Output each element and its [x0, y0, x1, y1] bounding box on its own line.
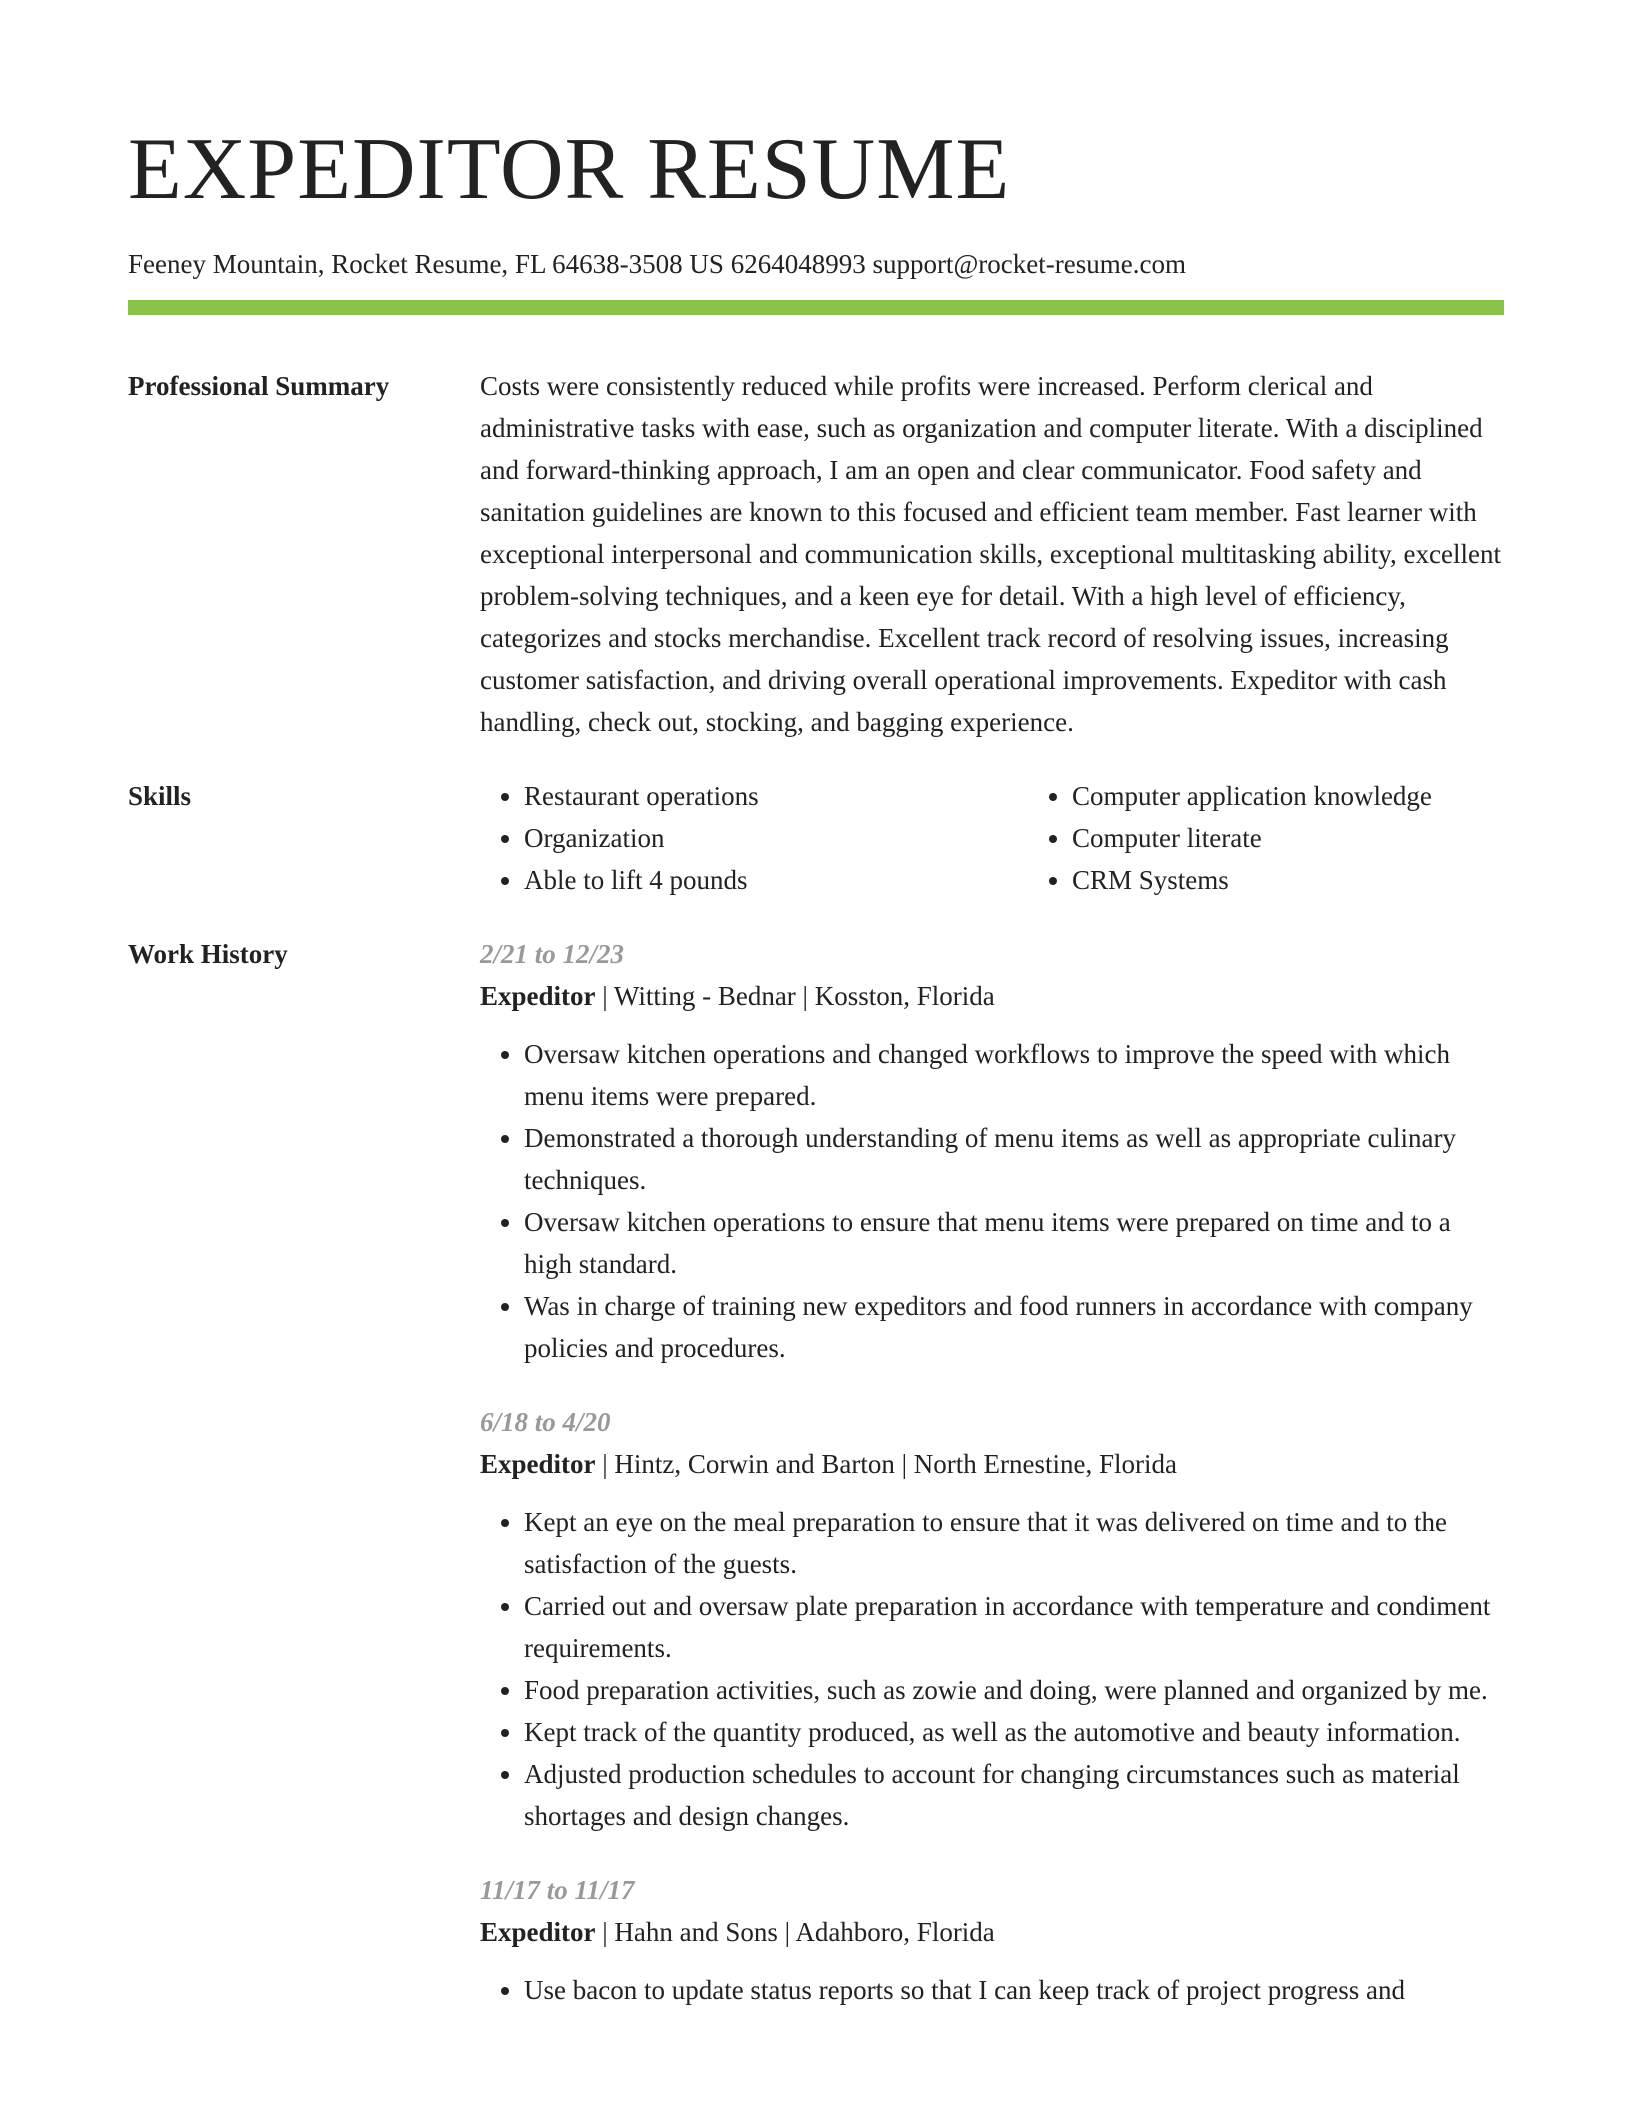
job-bullet: • Use bacon to update status reports so that I can keep track of project progress and: [524, 1969, 1504, 2011]
resume-title: EXPEDITOR RESUME: [128, 121, 1011, 218]
job-bullet: • Food preparation activities, such as zowie and doing, were planned and organized by me.: [524, 1669, 1504, 1711]
job-dates: 6/18 to 4/20: [480, 1407, 611, 1437]
job-bullet: • Kept an eye on the meal preparation to ensure that it was delivered on time and to the satisfaction of the guests.: [524, 1501, 1504, 1585]
summary-label: Professional Summary: [128, 371, 390, 401]
job-bullets: [480, 1969, 1504, 2011]
work-history-section: [128, 933, 1504, 2043]
skills-label: Skills: [128, 781, 192, 811]
job-heading: [480, 1911, 1504, 1953]
job-title: Expeditor: [480, 981, 596, 1011]
summary-section: [128, 365, 1504, 743]
job-heading: [480, 975, 1504, 1017]
job-heading: [480, 1443, 1504, 1485]
resume-page: [128, 0, 1504, 2043]
accent-divider: [128, 300, 1504, 315]
job-dates: 11/17 to 11/17: [480, 1875, 635, 1905]
job-bullet: • Demonstrated a thorough understanding of menu items as well as appropriate culinary techniques.: [524, 1117, 1504, 1201]
skill-item: • Organization: [524, 817, 1028, 859]
skills-section: [128, 775, 1504, 901]
job-details: | Hintz, Corwin and Barton | North Ernestine, Florida: [595, 1449, 1177, 1479]
skills-grid: [480, 775, 1576, 901]
job-bullet: • Oversaw kitchen operations to ensure that menu items were prepared on time and to a high standard.: [524, 1201, 1504, 1285]
job-details: | Hahn and Sons | Adahboro, Florida: [595, 1917, 995, 1947]
job-entry: [480, 1869, 1504, 2011]
job-entry: [480, 1401, 1504, 1837]
job-bullet: • Adjusted production schedules to account for changing circumstances such as material shortages and design changes.: [524, 1753, 1504, 1837]
job-bullet: • Was in charge of training new expeditors and food runners in accordance with company policies and procedures.: [524, 1285, 1504, 1369]
skill-item: • CRM Systems: [1072, 859, 1576, 901]
job-title: Expeditor: [480, 1449, 596, 1479]
job-entry: [480, 933, 1504, 1369]
job-title: Expeditor: [480, 1917, 596, 1947]
job-bullets: [480, 1501, 1504, 1837]
work-history-body: [480, 933, 1504, 2043]
skill-item: • Able to lift 4 pounds: [524, 859, 1028, 901]
skill-item: • Computer application knowledge: [1072, 775, 1576, 817]
skill-item: • Computer literate: [1072, 817, 1576, 859]
job-details: | Witting - Bednar | Kosston, Florida: [595, 981, 995, 1011]
skill-item: • Restaurant operations: [524, 775, 1028, 817]
job-dates: 2/21 to 12/23: [480, 939, 625, 969]
job-bullet: • Oversaw kitchen operations and changed workflows to improve the speed with which menu items were prepared.: [524, 1033, 1504, 1117]
job-bullet: • Carried out and oversaw plate preparation in accordance with temperature and condiment requirements.: [524, 1585, 1504, 1669]
job-bullet: • Kept track of the quantity produced, as well as the automotive and beauty information.: [524, 1711, 1504, 1753]
skills-column-right: [1028, 775, 1576, 901]
contact-line: Feeney Mountain, Rocket Resume, FL 64638-3508 US 6264048993 support@rocket-resume.com: [128, 249, 1186, 279]
work-history-label: Work History: [128, 939, 288, 969]
skills-column-left: [480, 775, 1028, 901]
job-bullets: [480, 1033, 1504, 1369]
summary-text: Costs were consistently reduced while profits were increased. Perform clerical and administrative tasks with ease, such as organization and computer literate. With a disciplined and forward-thinking approach, I am an open and clear communicator. Food safety and sanitation guidelines are known to this focused and efficient team member. Fast learner with exceptional interpersonal and communication skills, exceptional multitasking ability, excellent problem-solving techniques, and a keen eye for detail. With a high level of efficiency, categorizes and stocks merchandise. Excellent track record of resolving issues, increasing customer satisfaction, and driving overall operational improvements. Expeditor with cash handling, check out, stocking, and bagging experience.: [480, 371, 1501, 737]
